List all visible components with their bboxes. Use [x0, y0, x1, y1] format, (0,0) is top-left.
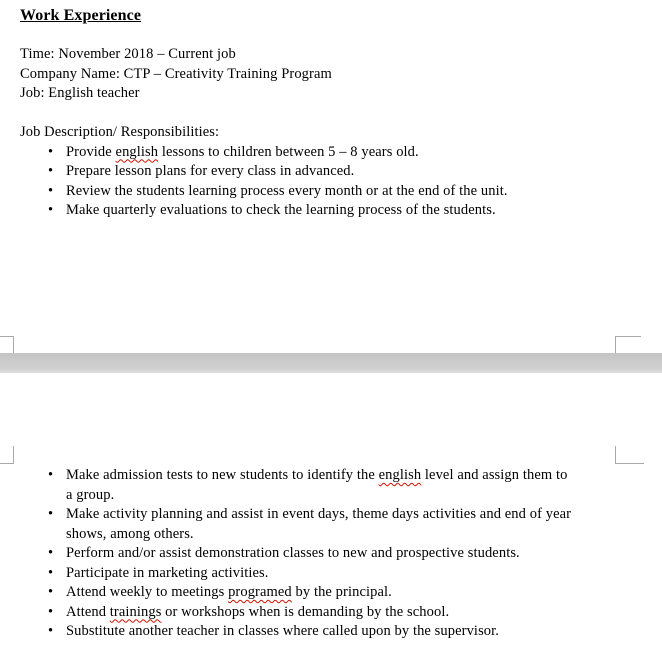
- bullet-text-segment: Prepare lesson plans for every class in advanced.: [66, 163, 355, 179]
- list-item: [20, 505, 632, 544]
- job-title-line: Job: English teacher: [20, 85, 140, 101]
- list-item: [20, 564, 632, 584]
- bullet-text-segment: Attend weekly to meetings: [66, 584, 229, 600]
- list-item: [20, 622, 632, 642]
- time-line: Time: November 2018 – Current job: [20, 46, 236, 62]
- section-heading: Work Experience: [20, 7, 142, 24]
- bullet-text-segment: shows, among others.: [66, 525, 194, 542]
- page-gap-band: [0, 353, 662, 373]
- misspelled-word: english: [378, 467, 422, 483]
- bullet-text-segment: Participate in marketing activities.: [66, 564, 269, 581]
- list-item: [20, 162, 632, 182]
- page1-bullet-list: [20, 143, 632, 221]
- bullet-text-segment: Provide: [66, 143, 116, 160]
- bullet-text-segment: Perform and/or assist demonstration classes to new and prospective students.: [66, 545, 520, 561]
- list-item: [20, 466, 632, 505]
- page2-top-right-margin-mark: [615, 446, 644, 464]
- responsibilities-label: Job Description/ Responsibilities:: [20, 124, 220, 140]
- bullet-text-segment: Make activity planning and assist in event days, theme days activities and end of year: [66, 506, 572, 522]
- page2-bullet-list: [20, 466, 632, 642]
- list-item: [20, 583, 632, 603]
- misspelled-word: english: [115, 143, 159, 160]
- list-item: [20, 182, 632, 202]
- bullet-text-segment: Substitute another teacher in classes where called upon by the supervisor.: [66, 623, 500, 639]
- blank-line: [20, 104, 632, 124]
- bullet-text-segment: by the principal.: [291, 584, 392, 600]
- bullet-text-segment: Attend: [66, 603, 110, 620]
- page1-bottom-left-margin-mark: [0, 336, 14, 354]
- bullet-text-segment: Make quarterly evaluations to check the learning process of the students.: [66, 202, 496, 218]
- bullet-text-segment: level and assign them to: [421, 467, 568, 483]
- list-item: [20, 603, 632, 623]
- bullet-text-segment: or workshops when is demanding by the school.: [161, 603, 450, 620]
- company-name-line: Company Name: CTP – Creativity Training Program: [20, 65, 332, 82]
- bullet-text-segment: lessons to children between 5 – 8 years old.: [158, 143, 419, 160]
- list-item: [20, 201, 632, 221]
- misspelled-word: programed: [228, 584, 292, 600]
- page2-content: [20, 466, 632, 642]
- list-item: [20, 143, 632, 163]
- misspelled-word: trainings: [109, 603, 162, 620]
- page2-top-left-margin-mark: [0, 446, 14, 464]
- list-item: [20, 544, 632, 564]
- page1-content: [20, 6, 632, 221]
- bullet-text-segment: Review the students learning process every month or at the end of the unit.: [66, 182, 508, 199]
- bullet-text-segment: Make admission tests to new students to identify the: [66, 467, 379, 483]
- bullet-text-segment: a group.: [66, 486, 115, 503]
- blank-line: [20, 26, 632, 46]
- page1-bottom-right-margin-mark: [615, 336, 641, 354]
